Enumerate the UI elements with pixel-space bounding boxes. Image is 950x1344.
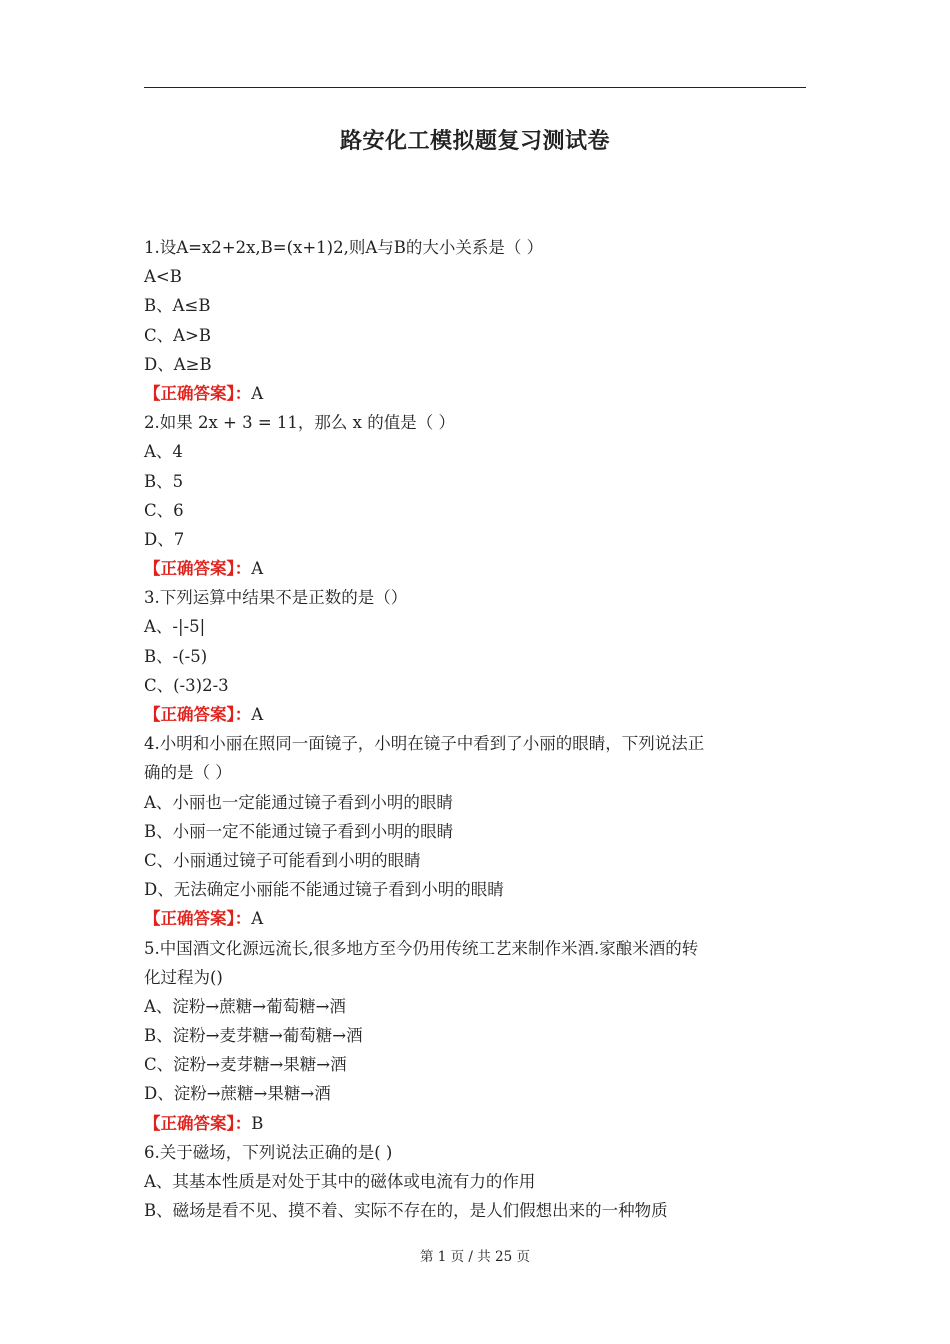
- answer-value: A: [251, 705, 264, 724]
- text-line: D、A≥B: [144, 354, 212, 374]
- text-line: A<B: [144, 267, 182, 287]
- text-line: 3.下列运算中结果不是正数的是（）: [144, 588, 408, 608]
- answer-value: B: [251, 1113, 264, 1133]
- document-body: [144, 233, 806, 1225]
- answer-label: 【正确答案】：: [144, 909, 252, 929]
- text-line: C、(-3)2-3: [144, 675, 229, 695]
- text-line: 2.如果 2x + 3 = 11，那么 x 的值是（ ）: [144, 413, 455, 433]
- answer-line: [144, 904, 806, 933]
- text-line: B、磁场是看不见、摸不着、实际不存在的，是人们假想出来的一种物质: [144, 1201, 668, 1221]
- document-title: 路安化工模拟题复习测试卷: [339, 128, 610, 154]
- text-line: C、A>B: [144, 325, 211, 345]
- text-line: C、小丽通过镜子可能看到小明的眼睛: [144, 850, 421, 870]
- answer-line: [144, 700, 806, 729]
- answer-value: A: [251, 909, 264, 929]
- text-line: B、小丽一定不能通过镜子看到小明的眼睛: [144, 821, 454, 841]
- text-line: A、淀粉→蔗糖→葡萄糖→酒: [144, 996, 346, 1016]
- text-line: A、4: [144, 442, 183, 462]
- answer-value: A: [251, 559, 264, 579]
- text-line: A、小丽也一定能通过镜子看到小明的眼睛: [144, 792, 453, 812]
- text-line: B、淀粉→麦芽糖→葡萄糖→酒: [144, 1026, 363, 1046]
- answer-label: 【正确答案】：: [144, 383, 252, 403]
- text-line: D、7: [144, 529, 185, 549]
- text-line: 6.关于磁场，下列说法正确的是( ): [144, 1142, 393, 1162]
- text-line: 确的是（ ）: [144, 763, 232, 783]
- answer-line: [144, 379, 806, 408]
- text-line: C、淀粉→麦芽糖→果糖→酒: [144, 1055, 347, 1075]
- header-rule: [144, 87, 806, 88]
- answer-line: [144, 554, 806, 583]
- text-line: 化过程为(): [144, 967, 223, 987]
- page-footer: 第 1 页 / 共 25 页: [419, 1249, 531, 1265]
- answer-label: 【正确答案】：: [144, 1113, 252, 1133]
- text-line: D、淀粉→蔗糖→果糖→酒: [144, 1084, 331, 1104]
- text-line: B、A≤B: [144, 296, 211, 316]
- answer-label: 【正确答案】：: [144, 705, 252, 724]
- text-line: 1.设A=x2+2x,B=(x+1)2,则A与B的大小关系是（ ）: [144, 238, 544, 257]
- text-line: A、其基本性质是对处于其中的磁体或电流有力的作用: [144, 1172, 536, 1191]
- text-line: A、-|-5|: [144, 617, 206, 637]
- answer-line: [144, 1109, 806, 1138]
- text-line: 5.中国酒文化源远流长,很多地方至今仍用传统工艺来制作米酒.家酿米酒的转: [144, 938, 699, 958]
- text-line: 4.小明和小丽在照同一面镜子，小明在镜子中看到了小丽的眼睛，下列说法正: [144, 734, 705, 754]
- text-line: B、5: [144, 471, 184, 491]
- answer-value: A: [251, 383, 264, 403]
- text-line: B、-(-5): [144, 646, 208, 666]
- text-line: C、6: [144, 500, 184, 520]
- text-line: D、无法确定小丽能不能通过镜子看到小明的眼睛: [144, 880, 504, 900]
- answer-label: 【正确答案】：: [144, 559, 252, 579]
